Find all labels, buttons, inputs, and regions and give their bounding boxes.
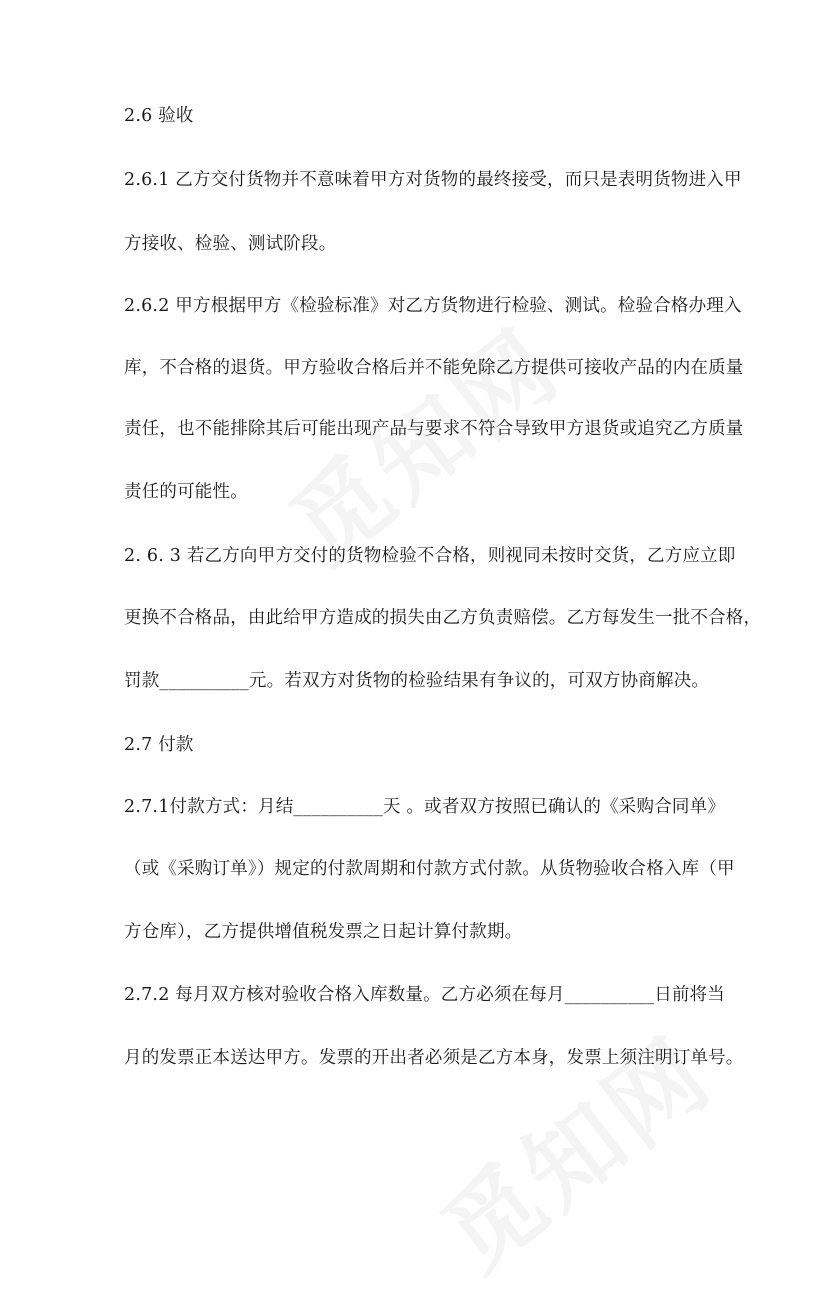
paragraph-line: （或《采购订单》）规定的付款周期和付款方式付款。从货物验收合格入库（甲 [124,859,735,879]
paragraph-line: 2. 6. 3 若乙方向甲方交付的货物检验不合格，则视同未按时交货，乙方应立即 [124,546,736,566]
paragraph-line: 责任的可能性。 [124,482,248,502]
paragraph-line: 罚款__________元。若双方对货物的检验结果有争议的，可双方协商解决。 [124,671,710,691]
paragraph-line: 月的发票正本送达甲方。发票的开出者必须是乙方本身，发票上须注明订单号。 [124,1048,744,1068]
section-heading: 2.6 验收 [124,106,194,126]
paragraph-line: 库，不合格的退货。甲方验收合格后并不能免除乙方提供可接收产品的内在质量 [124,358,744,378]
section-heading: 2.7 付款 [124,735,194,755]
paragraph-line: 2.6.1 乙方交付货物并不意味着甲方对货物的最终接受，而只是表明货物进入甲 [124,170,742,190]
watermark [410,1000,735,1296]
paragraph-line: 2.7.2 每月双方核对验收合格入库数量。乙方必须在每月__________日前将当 [124,985,725,1005]
paragraph-line: 责任，也不能排除其后可能出现产品与要求不符合导致甲方退货或追究乙方质量 [124,419,744,439]
paragraph-line: 方仓库），乙方提供增值税发票之日起计算付款期。 [124,922,523,942]
paragraph-line: 2.7.1付款方式：月结__________天 。或者双方按照已确认的《采购合同单》 [124,797,725,817]
paragraph-line: 2.6.2 甲方根据甲方《检验标准》对乙方货物进行检验、测试。检验合格办理入 [124,296,742,316]
paragraph-line: 更换不合格品，由此给甲方造成的损失由乙方负责赔偿。乙方每发生一批不合格， [124,608,762,628]
paragraph-line: 方接收、检验、测试阶段。 [124,234,337,254]
